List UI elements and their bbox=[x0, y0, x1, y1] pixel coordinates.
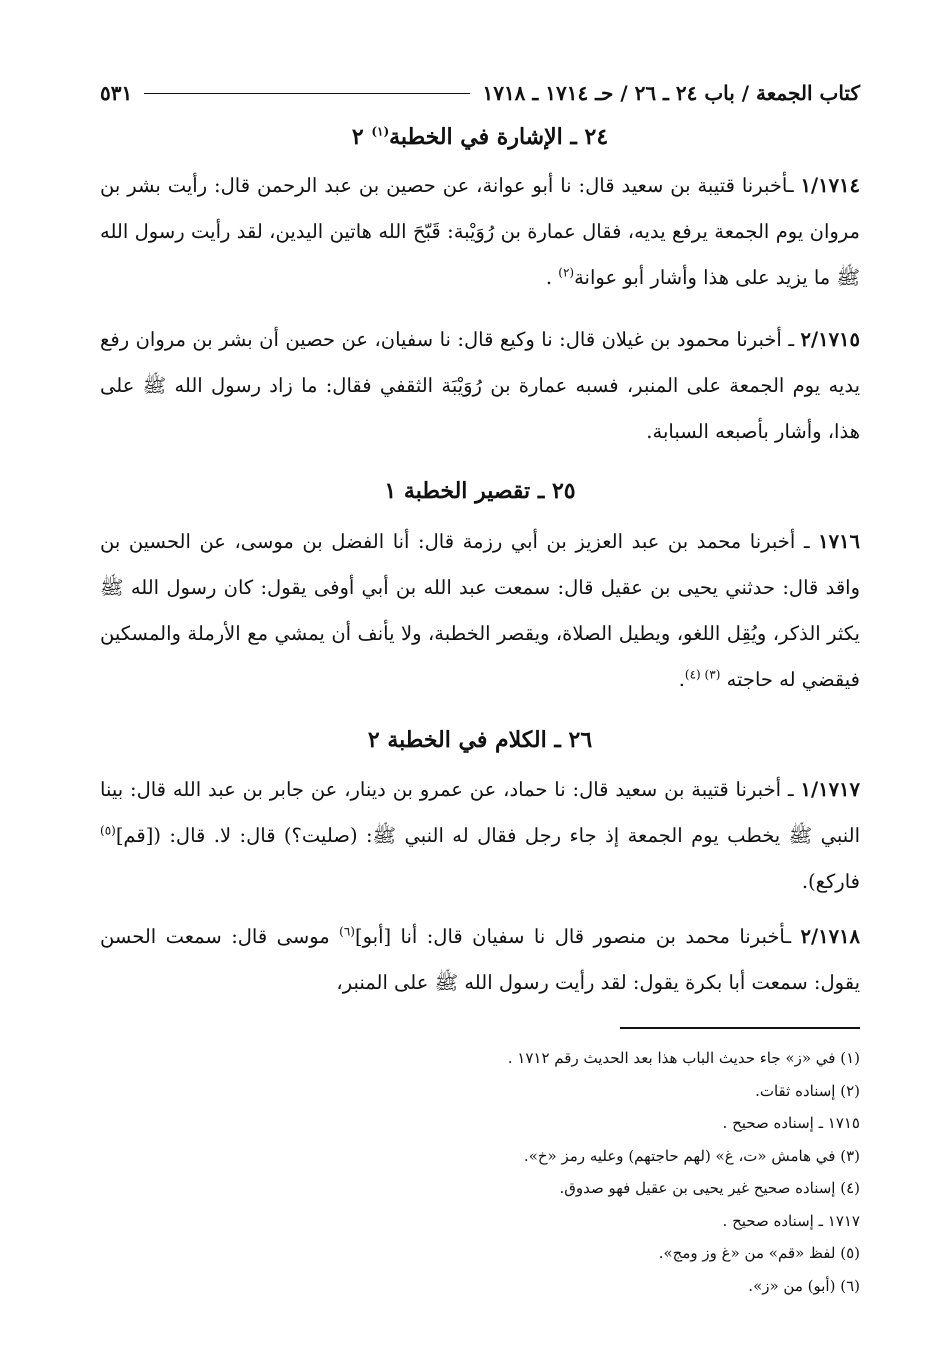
footnote-1: (١) في «ز» جاء حديث الباب هذا بعد الحديث رقم ١٧١٢ . bbox=[507, 1049, 860, 1067]
footnote-divider bbox=[620, 1027, 860, 1029]
hadith-text: ـ أخبرنا محمد بن عبد العزيز بن أبي رزمة قال: أنا الفضل بن موسى، عن الحسين بن واقد قال: حدثني يحيى بن عقيل قال: سمعت عبد الله بن أبي أوفى يقول: كان رسول الله ﷺ يكثر الذكر، ويُقِل اللغو، ويطيل الصلاة، ويقصر الخطبة، ولا يأنف أن يمشي مع الأرملة والمسكين فيقضي له حاجته bbox=[100, 530, 860, 691]
hadith-number: ٢/١٧١٥ bbox=[800, 328, 860, 351]
chapter-title: ٢٦ ـ الكلام في الخطبة bbox=[387, 727, 593, 753]
footnote-marker: (١) bbox=[371, 124, 390, 139]
footnote-6: (٦) (أبو) من «ز». bbox=[748, 1276, 860, 1295]
hadith-text-end: . bbox=[678, 668, 685, 691]
hadith-number: ٢/١٧١٨ bbox=[800, 925, 860, 948]
footnote-marker: (٢) bbox=[558, 265, 575, 280]
hadith-1716 bbox=[100, 519, 860, 703]
footnote-5: (٥) لفظ «قم» من «غ وز ومج». bbox=[658, 1244, 860, 1262]
chapter-hadith-count: ٢ bbox=[351, 124, 364, 150]
chapter-heading-24 bbox=[100, 124, 860, 150]
page-number: ٥٣١ bbox=[100, 81, 133, 105]
hadith-1714 bbox=[100, 163, 860, 301]
chapter-hadith-count: ٢ bbox=[367, 727, 380, 753]
footnote-marker: (٦) bbox=[339, 924, 355, 939]
hadith-1715 bbox=[100, 317, 860, 455]
chapter-title: ٢٤ ـ الإشارة في الخطبة bbox=[389, 124, 609, 150]
running-title: كتاب الجمعة / باب ٢٤ ـ ٢٦ / حـ ١٧١٤ ـ ١٧١٨ bbox=[482, 81, 860, 105]
hadith-1718 bbox=[100, 914, 860, 1006]
hadith-number: ١/١٧١٧ bbox=[800, 778, 860, 801]
chapter-title: ٢٥ ـ تقصير الخطبة bbox=[403, 478, 576, 504]
running-header bbox=[100, 78, 860, 108]
hadith-text: ـأخبرنا قتيبة بن سعيد قال: نا أبو عوانة، عن حصين بن عبد الرحمن قال: رأيت بشر بن مروان يوم الجمعة يرفع يديه، فقال عمارة بن رُوَيْبة: قَبّحَ الله هاتين اليدين، لقد رأيت رسول الله ﷺ ما يزيد على هذا وأشار أبو عوانة bbox=[100, 174, 860, 289]
hadith-text: ـأخبرنا محمد بن منصور قال نا سفيان قال: أنا [أبو] bbox=[354, 925, 801, 948]
hadith-text-end: فاركع). bbox=[801, 870, 860, 893]
chapter-heading-26 bbox=[100, 727, 860, 753]
hadith-1717 bbox=[100, 767, 860, 905]
header-rule bbox=[144, 93, 470, 94]
footnote-2: (٢) إسناده ثقات. bbox=[755, 1081, 860, 1100]
chapter-hadith-count: ١ bbox=[384, 478, 397, 504]
chapter-heading-25 bbox=[100, 478, 860, 504]
footnote-3: (٣) في هامش «ت، غ» (لهم حاجتهم) وعليه رمز «خ». bbox=[523, 1146, 860, 1165]
hadith-number: ١٧١٦ bbox=[818, 530, 860, 553]
footnote-marker: (٣) (٤) bbox=[684, 667, 721, 682]
hadith-text-end: موسى قال: سمعت الحسن يقول: سمعت أبا بكرة يقول: لقد رأيت رسول الله ﷺ على المنبر، bbox=[100, 925, 860, 994]
footnote-1717-grading: ١٧١٧ ـ إسناده صحيح . bbox=[722, 1211, 860, 1230]
footnote-1715-grading: ١٧١٥ ـ إسناده صحيح . bbox=[722, 1114, 860, 1132]
hadith-number: ١/١٧١٤ bbox=[800, 174, 860, 197]
hadith-text-end: . bbox=[545, 266, 559, 289]
hadith-text: ـ أخبرنا محمود بن غيلان قال: نا وكيع قال: نا سفيان، عن حصين أن بشر بن مروان رفع يديه يوم الجمعة على المنبر، فسبه عمارة بن رُوَيْبَة الثقفي فقال: ما زاد رسول الله ﷺ على هذا، وأشار بأصبعه السبابة. bbox=[100, 328, 860, 443]
footnotes bbox=[300, 1042, 860, 1302]
hadith-text: ـ أخبرنا قتيبة بن سعيد قال: نا حماد، عن عمرو بن دينار، عن جابر بن عبد الله قال: بينا النبي ﷺ يخطب يوم الجمعة إذ جاء رجل فقال له النبي ﷺ: (صليت؟) قال: لا. قال: ([قم] bbox=[100, 778, 860, 847]
footnote-4: (٤) إسناده صحيح غير يحيى بن عقيل فهو صدوق. bbox=[559, 1179, 860, 1197]
footnote-marker: (٥) bbox=[100, 823, 116, 838]
